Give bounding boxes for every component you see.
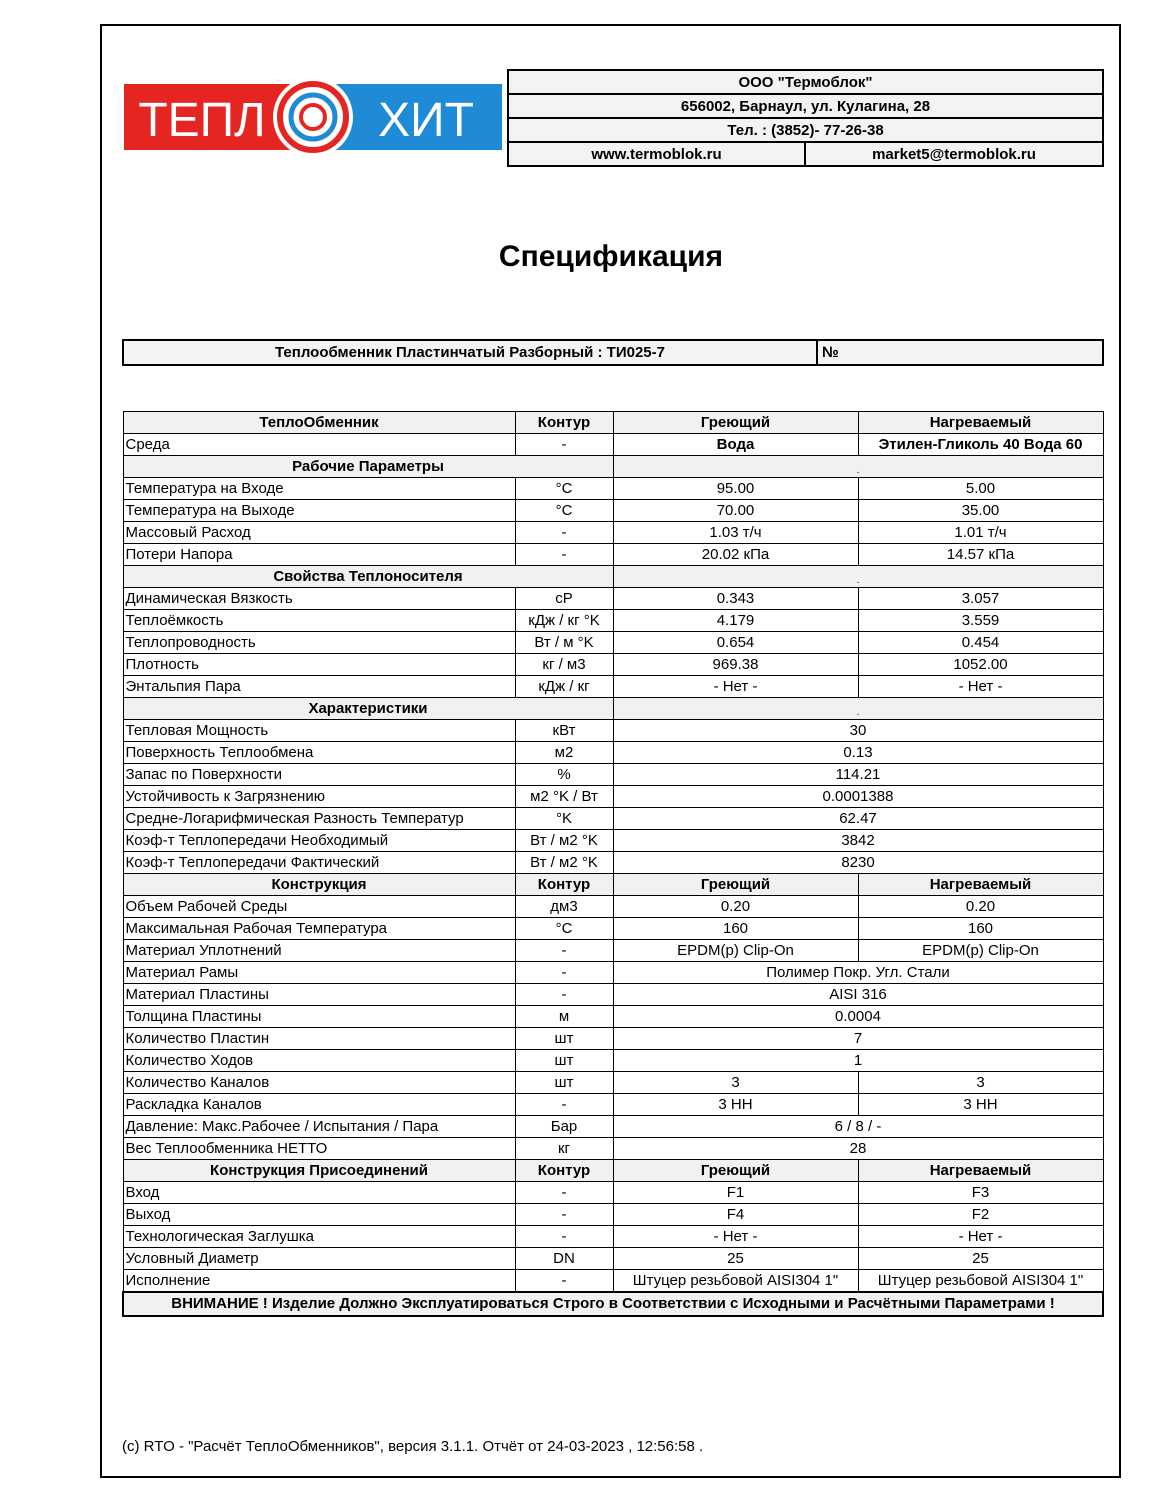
table-row — [123, 786, 1103, 808]
table-row — [123, 478, 1103, 500]
row-cold: 1.01 т/ч — [858, 522, 1103, 544]
row-value: 28 — [613, 1138, 1103, 1160]
row-cold: F3 — [858, 1182, 1103, 1204]
row-value: 114.21 — [613, 764, 1103, 786]
row-value: 0.13 — [613, 742, 1103, 764]
row-hot: 0.654 — [613, 632, 858, 654]
row-label: Давление: Макс.Рабочее / Испытания / Пара — [123, 1116, 515, 1138]
company-phone: Тел. : (3852)- 77-26-38 — [508, 118, 1103, 142]
row-value: 6 / 8 / - — [613, 1116, 1103, 1138]
row-label: Вход — [123, 1182, 515, 1204]
row-hot: 0.20 — [613, 896, 858, 918]
row-cold: 3.559 — [858, 610, 1103, 632]
table-row — [123, 742, 1103, 764]
table-row — [123, 610, 1103, 632]
teplohit-logo — [124, 76, 502, 158]
row-cold: 5.00 — [858, 478, 1103, 500]
row-label: Энтальпия Пара — [123, 676, 515, 698]
header-hot: Греющий — [613, 412, 858, 434]
section-title: Конструкция Присоединений — [123, 1160, 515, 1182]
table-row — [123, 1094, 1103, 1116]
table-row — [123, 1050, 1103, 1072]
row-label: Количество Пластин — [123, 1028, 515, 1050]
table-row — [123, 830, 1103, 852]
row-unit: м — [515, 1006, 613, 1028]
row-unit: Бар — [515, 1116, 613, 1138]
row-label: Материал Рамы — [123, 962, 515, 984]
table-row — [123, 632, 1103, 654]
row-cold: Штуцер резьбовой AISI304 1" — [858, 1270, 1103, 1293]
warning-text: ВНИМАНИЕ ! Изделие Должно Эксплуатироваться Строго в Соответствии с Исходными и Расчётными Параметрами ! — [123, 1292, 1103, 1316]
row-value: AISI 316 — [613, 984, 1103, 1006]
row-unit: °K — [515, 808, 613, 830]
row-cold: - Нет - — [858, 1226, 1103, 1248]
row-unit: - — [515, 544, 613, 566]
table-row — [123, 896, 1103, 918]
logo-ring-bg — [273, 77, 353, 157]
header-exchanger: ТеплоОбменник — [123, 412, 515, 434]
product-number-label: № — [822, 344, 839, 361]
table-row — [123, 940, 1103, 962]
row-hot: 3 — [613, 1072, 858, 1094]
row-unit: cP — [515, 588, 613, 610]
row-unit: кг — [515, 1138, 613, 1160]
row-unit: DN — [515, 1248, 613, 1270]
row-unit: шт — [515, 1050, 613, 1072]
table-row — [123, 500, 1103, 522]
row-label: Исполнение — [123, 1270, 515, 1293]
row-label: Средне-Логарифмическая Разность Температур — [123, 808, 515, 830]
row-label: Коэф-т Теплопередачи Фактический — [123, 852, 515, 874]
section-working — [123, 456, 1103, 478]
row-cold: 35.00 — [858, 500, 1103, 522]
row-label: Динамическая Вязкость — [123, 588, 515, 610]
medium-cold: Этилен-Гликоль 40 Вода 60 — [858, 434, 1103, 456]
row-label: Вес Теплообменника НЕТТО — [123, 1138, 515, 1160]
table-row — [123, 1182, 1103, 1204]
row-cold: 14.57 кПа — [858, 544, 1103, 566]
table-row — [123, 1072, 1103, 1094]
row-cold: 3 HH — [858, 1094, 1103, 1116]
medium-row — [123, 434, 1103, 456]
row-label: Устойчивость к Загрязнению — [123, 786, 515, 808]
row-hot: 95.00 — [613, 478, 858, 500]
row-hot: 20.02 кПа — [613, 544, 858, 566]
header-cold: Нагреваемый — [858, 412, 1103, 434]
spec-table — [122, 411, 1104, 1317]
row-unit: дм3 — [515, 896, 613, 918]
row-hot: Штуцер резьбовой AISI304 1" — [613, 1270, 858, 1293]
row-unit: °C — [515, 500, 613, 522]
row-cold: 25 — [858, 1248, 1103, 1270]
row-value: 30 — [613, 720, 1103, 742]
header-hot: Греющий — [613, 874, 858, 896]
warning-row — [123, 1292, 1103, 1316]
table-row — [123, 1006, 1103, 1028]
row-label: Толщина Пластины — [123, 1006, 515, 1028]
header-circuit: Контур — [515, 1160, 613, 1182]
row-cold: 3.057 — [858, 588, 1103, 610]
row-label: Объем Рабочей Среды — [123, 896, 515, 918]
table-row — [123, 1028, 1103, 1050]
row-unit: °C — [515, 918, 613, 940]
row-label: Коэф-т Теплопередачи Необходимый — [123, 830, 515, 852]
section-dot: . — [613, 698, 1103, 720]
table-row — [123, 984, 1103, 1006]
row-label: Раскладка Каналов — [123, 1094, 515, 1116]
row-label: Температура на Входе — [123, 478, 515, 500]
section-title: Характеристики — [123, 698, 613, 720]
section-construction — [123, 874, 1103, 896]
table-row — [123, 764, 1103, 786]
section-dot: . — [613, 566, 1103, 588]
document-title: Спецификация — [498, 240, 724, 273]
row-hot: 1.03 т/ч — [613, 522, 858, 544]
row-label: Выход — [123, 1204, 515, 1226]
row-label: Теплопроводность — [123, 632, 515, 654]
table-row — [123, 720, 1103, 742]
row-hot: 4.179 — [613, 610, 858, 632]
company-address: 656002, Барнаул, ул. Кулагина, 28 — [508, 94, 1103, 118]
company-info — [507, 69, 1104, 167]
row-label: Материал Пластины — [123, 984, 515, 1006]
row-label: Материал Уплотнений — [123, 940, 515, 962]
row-unit: шт — [515, 1028, 613, 1050]
row-hot: EPDM(p) Clip-On — [613, 940, 858, 962]
row-label: Плотность — [123, 654, 515, 676]
row-unit: - — [515, 984, 613, 1006]
row-label: Технологическая Заглушка — [123, 1226, 515, 1248]
row-hot: - Нет - — [613, 676, 858, 698]
header-cold: Нагреваемый — [858, 1160, 1103, 1182]
row-hot: - Нет - — [613, 1226, 858, 1248]
row-label: Условный Диаметр — [123, 1248, 515, 1270]
row-unit: - — [515, 1094, 613, 1116]
row-hot: 160 — [613, 918, 858, 940]
row-label: Массовый Расход — [123, 522, 515, 544]
row-cold: EPDM(p) Clip-On — [858, 940, 1103, 962]
row-value: 0.0004 — [613, 1006, 1103, 1028]
row-cold: 0.20 — [858, 896, 1103, 918]
product-name: Теплообменник Пластинчатый Разборный : ТИ025-7 — [123, 340, 817, 365]
row-unit: Вт / м2 °K — [515, 830, 613, 852]
table-row — [123, 852, 1103, 874]
row-hot: F4 — [613, 1204, 858, 1226]
row-unit: °C — [515, 478, 613, 500]
row-unit: Вт / м2 °K — [515, 852, 613, 874]
row-value: 3842 — [613, 830, 1103, 852]
row-cold: 0.454 — [858, 632, 1103, 654]
row-hot: F1 — [613, 1182, 858, 1204]
header-circuit: Контур — [515, 412, 613, 434]
table-row — [123, 1116, 1103, 1138]
company-name: ООО "Термоблок" — [508, 70, 1103, 94]
row-unit: % — [515, 764, 613, 786]
row-unit: - — [515, 962, 613, 984]
row-value: Полимер Покр. Угл. Стали — [613, 962, 1103, 984]
logo-text-left: ТЕПЛ — [138, 94, 266, 147]
row-value: 8230 — [613, 852, 1103, 874]
row-hot: 70.00 — [613, 500, 858, 522]
row-unit: м2 — [515, 742, 613, 764]
row-unit: - — [515, 1182, 613, 1204]
section-properties — [123, 566, 1103, 588]
table-row — [123, 654, 1103, 676]
row-hot: 969.38 — [613, 654, 858, 676]
section-dot: . — [613, 456, 1103, 478]
row-hot: 3 HH — [613, 1094, 858, 1116]
row-label: Поверхность Теплообмена — [123, 742, 515, 764]
table-row — [123, 1270, 1103, 1293]
row-value: 62.47 — [613, 808, 1103, 830]
row-value: 0.0001388 — [613, 786, 1103, 808]
row-cold: 160 — [858, 918, 1103, 940]
company-website[interactable]: www.termoblok.ru — [508, 142, 805, 166]
table-row — [123, 1204, 1103, 1226]
section-characteristics — [123, 698, 1103, 720]
table-row — [123, 522, 1103, 544]
row-unit: - — [515, 1226, 613, 1248]
table-row — [123, 808, 1103, 830]
table-row — [123, 962, 1103, 984]
row-label: Количество Каналов — [123, 1072, 515, 1094]
row-cold: - Нет - — [858, 676, 1103, 698]
table-row — [123, 1226, 1103, 1248]
table-row — [123, 676, 1103, 698]
row-label: Максимальная Рабочая Температура — [123, 918, 515, 940]
row-value: 7 — [613, 1028, 1103, 1050]
header-cold: Нагреваемый — [858, 874, 1103, 896]
report-footer: (c) RTO - "Расчёт ТеплоОбменников", версия 3.1.1. Отчёт от 24-03-2023 , 12:56:58 . — [122, 1438, 704, 1455]
table-row — [123, 588, 1103, 610]
row-unit: - — [515, 940, 613, 962]
row-cold: F2 — [858, 1204, 1103, 1226]
header-circuit: Контур — [515, 874, 613, 896]
row-cold: 3 — [858, 1072, 1103, 1094]
row-unit: шт — [515, 1072, 613, 1094]
section-title: Рабочие Параметры — [123, 456, 613, 478]
row-hot: 0.343 — [613, 588, 858, 610]
row-label: Температура на Выходе — [123, 500, 515, 522]
row-label: Тепловая Мощность — [123, 720, 515, 742]
row-cold: 1052.00 — [858, 654, 1103, 676]
company-email[interactable]: market5@termoblok.ru — [805, 142, 1103, 166]
spec-header-row — [123, 412, 1103, 434]
row-unit: - — [515, 1270, 613, 1293]
table-row — [123, 1138, 1103, 1160]
row-label: Количество Ходов — [123, 1050, 515, 1072]
row-unit: кг / м3 — [515, 654, 613, 676]
medium-hot: Вода — [613, 434, 858, 456]
table-row — [123, 918, 1103, 940]
product-bar — [122, 339, 1104, 366]
product-number — [817, 340, 1103, 365]
row-label: Запас по Поверхности — [123, 764, 515, 786]
section-title: Свойства Теплоносителя — [123, 566, 613, 588]
row-unit: - — [515, 522, 613, 544]
row-unit: Вт / м °K — [515, 632, 613, 654]
medium-label: Среда — [123, 434, 515, 456]
row-unit: кДж / кг °K — [515, 610, 613, 632]
table-row — [123, 1248, 1103, 1270]
row-unit: кВт — [515, 720, 613, 742]
logo-text-right: ХИТ — [378, 94, 474, 147]
row-unit: м2 °K / Вт — [515, 786, 613, 808]
header-hot: Греющий — [613, 1160, 858, 1182]
table-row — [123, 544, 1103, 566]
row-label: Теплоёмкость — [123, 610, 515, 632]
section-title: Конструкция — [123, 874, 515, 896]
section-connections — [123, 1160, 1103, 1182]
row-value: 1 — [613, 1050, 1103, 1072]
row-unit: - — [515, 1204, 613, 1226]
row-unit: кДж / кг — [515, 676, 613, 698]
row-label: Потери Напора — [123, 544, 515, 566]
medium-unit: - — [515, 434, 613, 456]
row-hot: 25 — [613, 1248, 858, 1270]
